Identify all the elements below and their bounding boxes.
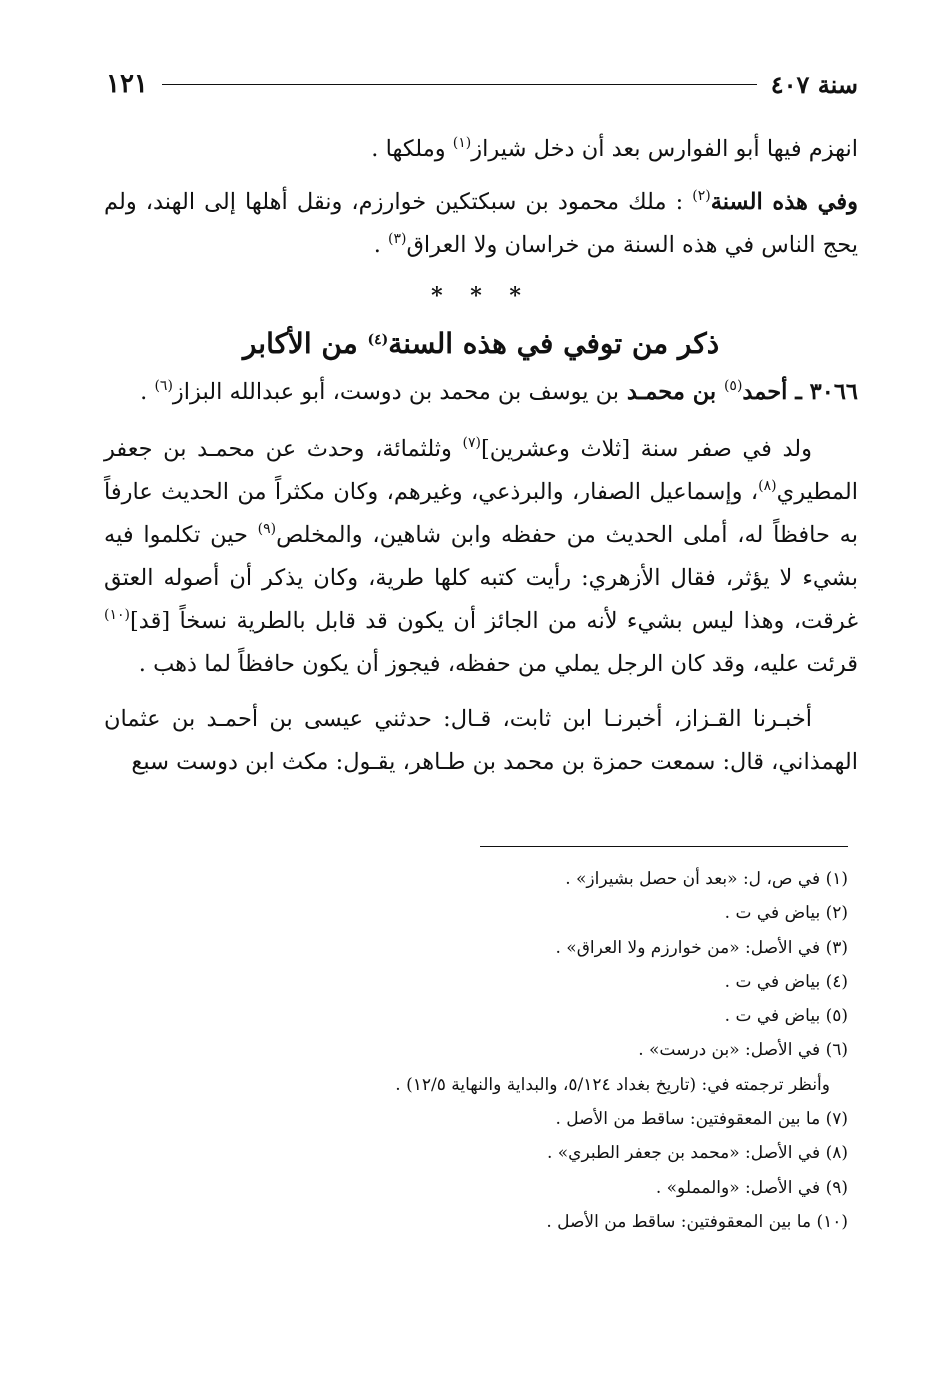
heading-end: من الأكابر	[242, 327, 368, 360]
footnote-ref-8: (٨)	[758, 478, 777, 494]
paragraph-1-text: انهزم فيها أبو الفوارس بعد أن دخل شيراز	[471, 136, 858, 162]
footnote-ref-1: (١)	[452, 135, 472, 151]
footnote-ref-6: (٦)	[154, 378, 173, 394]
paragraph-1-end: وملكها .	[371, 136, 453, 162]
footnote-ref-3: (٣)	[388, 231, 407, 247]
running-header	[106, 64, 858, 104]
footnote-2: (٢) بياض في ت .	[724, 903, 848, 924]
paragraph-4	[104, 428, 858, 686]
entry-number-name: ٣٠٦٦ ـ أحمد	[742, 379, 858, 405]
footnote-6: (٦) في الأصل: «بن درست» .	[638, 1040, 848, 1061]
entry-name-2: بن محمـد	[619, 379, 724, 405]
paragraph-4-text-c: ، وإسماعيل الصفار، والبرذعي، وغيرهم، وكان مكثراً من الحديث عارفاً به حافظاً له، أملى الحديث من حفظه وابن شاهين، والمخلص	[104, 479, 858, 548]
biography-entry-title	[104, 371, 858, 414]
footnote-ref-5: (٥)	[723, 378, 743, 394]
paragraph-5	[104, 698, 858, 784]
footnote-3: (٣) في الأصل: «من خوارزم ولا العراق» .	[555, 937, 848, 958]
footnote-9: (٩) في الأصل: «والمملو» .	[655, 1177, 848, 1198]
paragraph-2	[104, 181, 858, 267]
footnote-10: (١٠) ما بين المعقوفتين: ساقط من الأصل .	[546, 1211, 848, 1232]
header-year: سنة ٤٠٧	[770, 69, 858, 99]
section-heading	[104, 322, 858, 365]
footnote-separator	[480, 846, 848, 847]
footnote-ref-4: (٤)	[367, 332, 389, 348]
paragraph-2-end: .	[373, 232, 388, 258]
paragraph-4-text-d: حين تكلموا فيه بشيء لا يؤثر، فقال الأزهري: رأيت كتبه كلها طرية، وكان يذكر أن أصوله العتق غرقت، وهذا ليس بشيء لأنه من الجائز أن يكون قد قابل بالطرية نسخاً [قد]	[104, 522, 858, 634]
paragraph-4-text-a: ولد في صفر سنة [ثلاث وعشرين]	[480, 436, 812, 462]
footnote-1: (١) في ص، ل: «بعد أن حصل بشيراز» .	[565, 869, 848, 889]
footnote-8: (٨) في الأصل: «محمد بن جعفر الطبري» .	[546, 1143, 848, 1164]
main-text	[104, 128, 858, 784]
paragraph-1	[104, 128, 858, 171]
footnote-7: (٧) ما بين المعقوفتين: ساقط من الأصل .	[555, 1109, 848, 1130]
section-separator: * * *	[431, 283, 531, 309]
footnote-6-continuation: وأنظر ترجمته في: (تاريخ بغداد ٥/١٢٤، والبداية والنهاية ١٢/٥) .	[395, 1074, 830, 1095]
footnote-ref-2: (٢)	[692, 188, 711, 204]
entry-text: بن يوسف بن محمد بن دوست، أبو عبدالله البزاز	[172, 379, 620, 405]
header-rule	[162, 84, 757, 85]
footnote-ref-10: (١٠)	[104, 607, 130, 623]
page-number: ١٢١	[106, 69, 148, 99]
footnote-ref-7: (٧)	[462, 435, 481, 451]
paragraph-4-text-e: قرئت عليه، وقد كان الرجل يملي من حفظه، فيجوز أن يكون حافظاً لما ذهب .	[138, 651, 858, 677]
paragraph-2-lead: وفي هذه السنة	[710, 189, 858, 215]
paragraph-2-text: : ملك محمود بن سبكتكين خوارزم، ونقل أهلها إلى الهند، ولم يحج الناس في هذه السنة من خراسان ولا العراق	[104, 189, 858, 258]
paragraph-4-text-b: وثلثمائة، وحدث عن محمـد بن جعفر المطيري	[104, 436, 858, 505]
footnote-5: (٥) بياض في ت .	[724, 1006, 848, 1027]
entry-end: .	[140, 379, 155, 405]
heading-text: ذكر من توفي في هذه السنة	[388, 327, 720, 360]
footnote-4: (٤) بياض في ت .	[724, 971, 848, 992]
footnotes	[148, 862, 848, 1239]
paragraph-5-text: أخبـرنا القـزاز، أخبرنـا ابن ثابت، قـال: حدثني عيسى بن أحمـد بن عثمان الهمذاني، قال: سمعت حمزة بن محمد بن طـاهر، يقـول: مكث ابن دوست سبع	[104, 706, 858, 775]
footnote-ref-9: (٩)	[257, 521, 277, 537]
